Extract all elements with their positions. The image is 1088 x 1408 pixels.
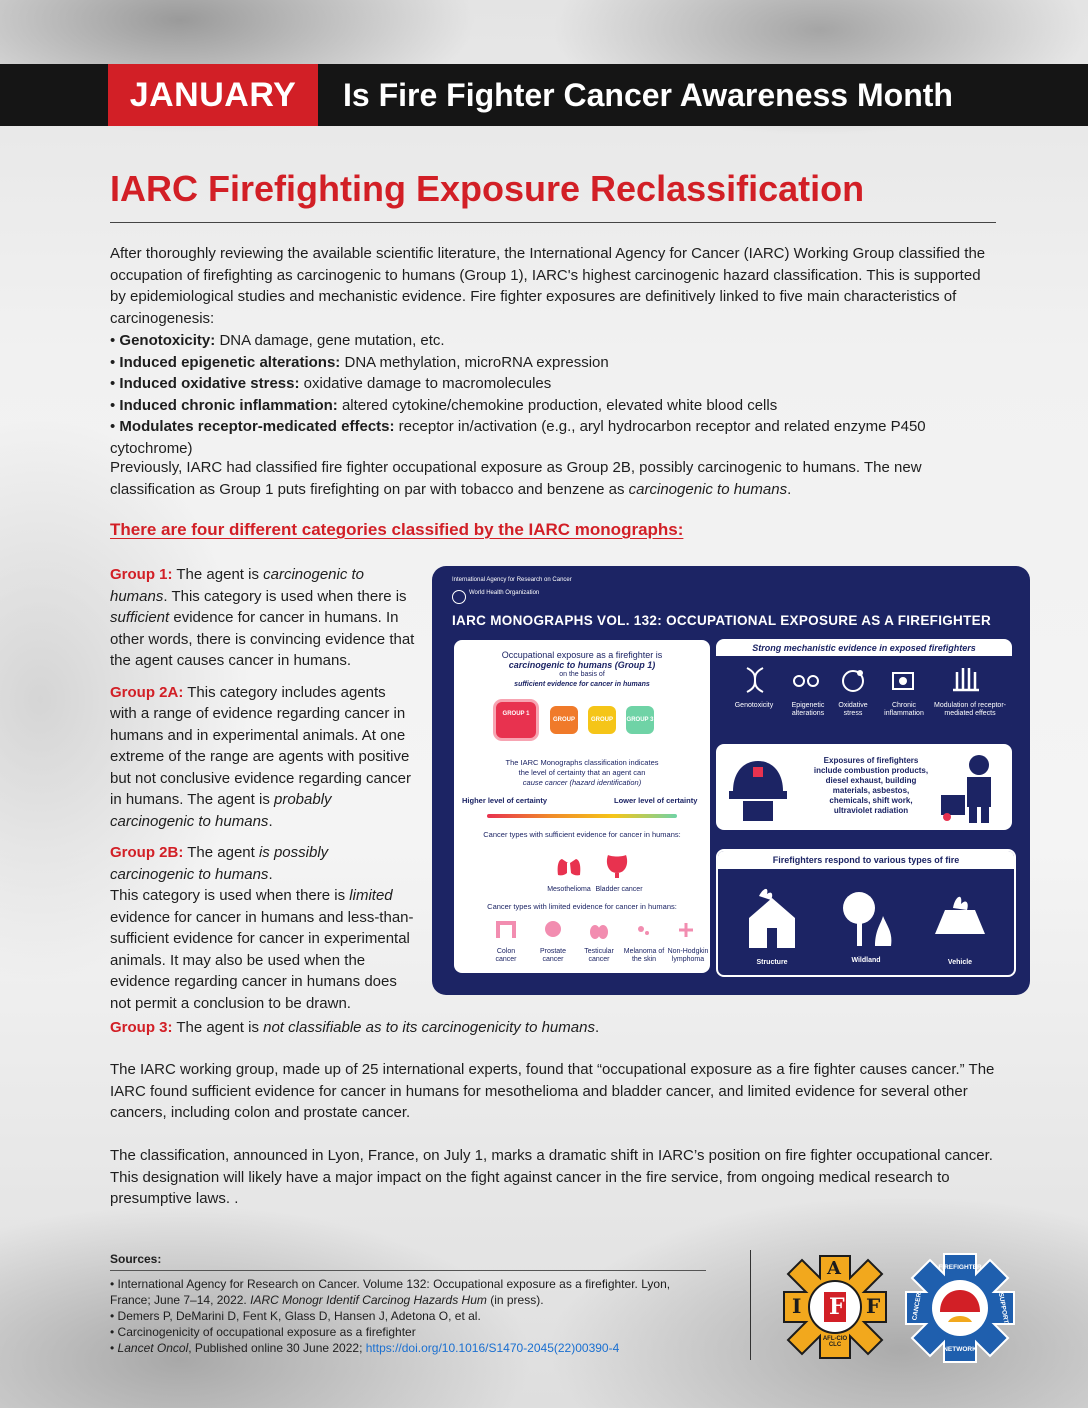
fcsn-left-label: CANCER [911, 1292, 924, 1321]
banner-title: Is Fire Fighter Cancer Awareness Month [343, 77, 953, 113]
fcsn-top-label: FIREFIGHTER [938, 1264, 982, 1271]
inflammation-icon [888, 665, 918, 695]
oxidative-stress-icon [838, 665, 868, 695]
lower-certainty-label: Lower level of certainty [614, 796, 698, 805]
categories-subheading: There are four different categories classified by the IARC monographs: [110, 520, 684, 539]
fcsn-logo [904, 1252, 1016, 1364]
certainty-gradient-bar [487, 814, 677, 818]
group-3-badge: GROUP 3 [626, 706, 654, 734]
list-item: • Induced chronic inflammation: altered cytokine/chemokine production, elevated white blood cells [110, 396, 778, 414]
methylation-icon [790, 665, 826, 695]
dna-icon [740, 665, 770, 695]
group-definitions [110, 564, 415, 1024]
list-item: • Induced epigenetic alterations: DNA methylation, microRNA expression [110, 353, 609, 371]
sources-divider [110, 1270, 706, 1271]
group-1-badge: GROUP 1 [496, 702, 536, 738]
fcsn-right-label: SUPPORT [996, 1292, 1010, 1325]
mesothelioma-label: Mesothelioma [547, 886, 591, 893]
group-1-definition: Group 1: The agent is carcinogenic to humans. This category is used when there is sufficient evidence for cancer in humans. In other words, there is convincing evidence that the agent causes cancer in humans. [110, 566, 415, 669]
receptor-label: Modulation of receptor-mediated effects [934, 702, 1006, 717]
testicular-cancer-label: Testicular cancer [584, 948, 614, 963]
list-item: • Carcinogenicity of occupational exposure as a firefighter [110, 1325, 416, 1339]
list-item: • International Agency for Research on Cancer. Volume 132: Occupational exposure as a firefighter. Lyon, France; June 7–14, 2022. IARC Monogr Identif Carcinog Hazards Hum (in press). [110, 1277, 671, 1307]
higher-certainty-label: Higher level of certainty [462, 796, 548, 805]
iaff-letter: F [829, 1294, 845, 1320]
iaff-letter: F [866, 1294, 881, 1318]
who-globe-icon [452, 590, 466, 604]
iaff-letter: A [827, 1258, 841, 1279]
list-item: • Lancet Oncol, Published online 30 June 2022; https://doi.org/10.1016/S1470-2045(22)00390-4 [110, 1341, 620, 1355]
fcsn-bottom-label: NETWORK [943, 1346, 977, 1353]
carcinogenesis-list [110, 330, 1000, 459]
page-title: IARC Firefighting Exposure Reclassification [110, 168, 865, 209]
firefighter-truck-icon [938, 750, 1008, 826]
inflammation-label: Chronic inflammation [884, 702, 924, 717]
lymphoma-icon [676, 920, 696, 940]
who-name: World Health Organization [469, 590, 540, 596]
monograph-note: The IARC Monographs classification indicates [505, 758, 659, 767]
working-group-paragraph: The IARC working group, made up of 25 international experts, found that “occupational exposure as a fire fighter causes cancer.” The IARC found sufficient evidence for cancer in humans for mesothelioma and bladder cancer, and limited evidence for several other cancers, including colon and prostate cancer. [110, 1061, 995, 1121]
house-fire-icon [740, 881, 804, 951]
epigenetic-label: Epigenetic alterations [791, 702, 825, 717]
vehicle-label: Vehicle [947, 959, 973, 966]
sources-heading: Sources: [110, 1252, 162, 1266]
list-item: • Demers P, DeMarini D, Fent K, Glass D, Hansen J, Adetona O, et al. [110, 1309, 481, 1323]
mechanistic-evidence-card [716, 639, 1012, 731]
list-item: • Induced oxidative stress: oxidative damage to macromolecules [110, 375, 552, 392]
mechanistic-evidence-title: Strong mechanistic evidence in exposed firefighters [752, 643, 976, 653]
banner-month: JANUARY [108, 64, 318, 126]
exposures-card [716, 744, 1012, 830]
limited-evidence-label: Cancer types with limited evidence for cancer in humans: [487, 902, 677, 911]
group-2a-definition: Group 2A: This category includes agents with a range of evidence regarding cancer in humans and in experimental animals. At one extreme of the range are agents with positive but not conclusive evidence regarding cancer in humans. The agent is probably carcinogenic to humans. [110, 683, 412, 830]
iarc-infographic [432, 566, 1030, 995]
infographic-title: IARC MONOGRAPHS VOL. 132: OCCUPATIONAL EXPOSURE AS A FIREFIGHTER [452, 613, 991, 628]
group-3-definition: Group 3: The agent is not classifiable as to its carcinogenicity to humans. [110, 1019, 600, 1036]
group-2b-badge: GROUP 2B [588, 706, 616, 734]
monograph-note: the level of certainty that an agent can [518, 768, 646, 777]
title-divider [110, 222, 996, 223]
lymphoma-label: Non-Hodgkin lymphoma [667, 948, 709, 963]
doi-link[interactable]: https://doi.org/10.1016/S1470-2045(22)00390-4 [365, 1341, 620, 1355]
receptor-icon [948, 663, 984, 695]
classification-line: sufficient evidence for cancer in humans [514, 681, 650, 688]
iaff-logo [780, 1252, 890, 1362]
banner [0, 64, 1088, 126]
fire-types-card [716, 849, 1016, 977]
iaff-letter: I [792, 1294, 802, 1318]
bladder-cancer-label: Bladder cancer [595, 886, 643, 893]
group-2a-badge: GROUP 2A [550, 706, 578, 734]
prostate-icon [541, 918, 565, 942]
colon-icon [494, 918, 518, 942]
prostate-cancer-label: Prostate cancer [539, 948, 567, 963]
list-item: • Modulates receptor-medicated effects: receptor in/activation (e.g., aryl hydrocarbon receptor and related enzyme P450 cytochrome) [110, 418, 926, 457]
iaff-union-label: AFL-CIO CLC [822, 1336, 848, 1348]
classification-line: carcinogenic to humans (Group 1) [508, 660, 656, 670]
genotoxicity-label: Genotoxicity [734, 702, 774, 709]
vehicle-fire-icon [928, 887, 992, 947]
testicle-icon [587, 918, 611, 942]
monograph-note: cause cancer (hazard identification) [522, 778, 642, 787]
sources-list [110, 1276, 710, 1356]
iarc-org-name: International Agency for Research on Cancer [452, 577, 572, 583]
group-2b-definition: Group 2B: The agent is possibly carcinogenic to humans. This category is used when there is limited evidence for cancer in humans and less-than-sufficient evidence for cancer in experimental animals. It may also be used when the evidence regarding cancer in humans does not permit a conclusion to be drawn. [110, 844, 414, 1012]
intro-paragraph: After thoroughly reviewing the available scientific literature, the International Agency for Cancer (IARC) Working Group classified the occupation of firefighting as carcinogenic to humans (Group 1), IARC's highest carcinogenic hazard classification. This is supported by epidemiological studies and mechanistic evidence. Fire fighter exposures are definitively linked to five main characteristics of carcinogenesis: [110, 245, 986, 327]
footer-divider [750, 1250, 751, 1360]
helmet-icon [726, 752, 790, 824]
classification-line: on the basis of [559, 671, 605, 678]
structure-label: Structure [756, 959, 788, 966]
oxidative-label: Oxidative stress [838, 702, 868, 717]
melanoma-icon [634, 920, 654, 940]
bladder-icon [602, 850, 632, 880]
fire-types-title: Firefighters respond to various types of fire [718, 851, 1014, 869]
exposures-text: Exposures of firefighters include combustion products, diesel exhaust, building materials, asbestos, chemicals, shift work, ultraviolet radiation [813, 756, 929, 815]
classification-paragraph: The classification, announced in Lyon, France, on July 1, marks a dramatic shift in IARC’s position on fire fighter occupational cancer. This designation will likely have a major impact on the fight against cancer in the fire service, from ongoing medical research to presumptive laws. . [110, 1147, 993, 1207]
list-item: • Genotoxicity: DNA damage, gene mutation, etc. [110, 332, 445, 349]
wildland-label: Wildland [851, 957, 881, 964]
lungs-icon [554, 850, 584, 880]
previous-classification: Previously, IARC had classified fire fighter occupational exposure as Group 2B, possibly carcinogenic to humans. The new classification as Group 1 puts firefighting on par with tobacco and benzene as carcinogenic to humans. [110, 459, 922, 498]
classification-line: Occupational exposure as a firefighter is [501, 650, 663, 660]
sufficient-evidence-label: Cancer types with sufficient evidence for cancer in humans: [483, 830, 681, 839]
wildland-fire-icon [834, 881, 898, 951]
colon-cancer-label: Colon cancer [495, 948, 517, 963]
melanoma-label: Melanoma of the skin [623, 948, 665, 963]
classification-card [454, 640, 710, 973]
